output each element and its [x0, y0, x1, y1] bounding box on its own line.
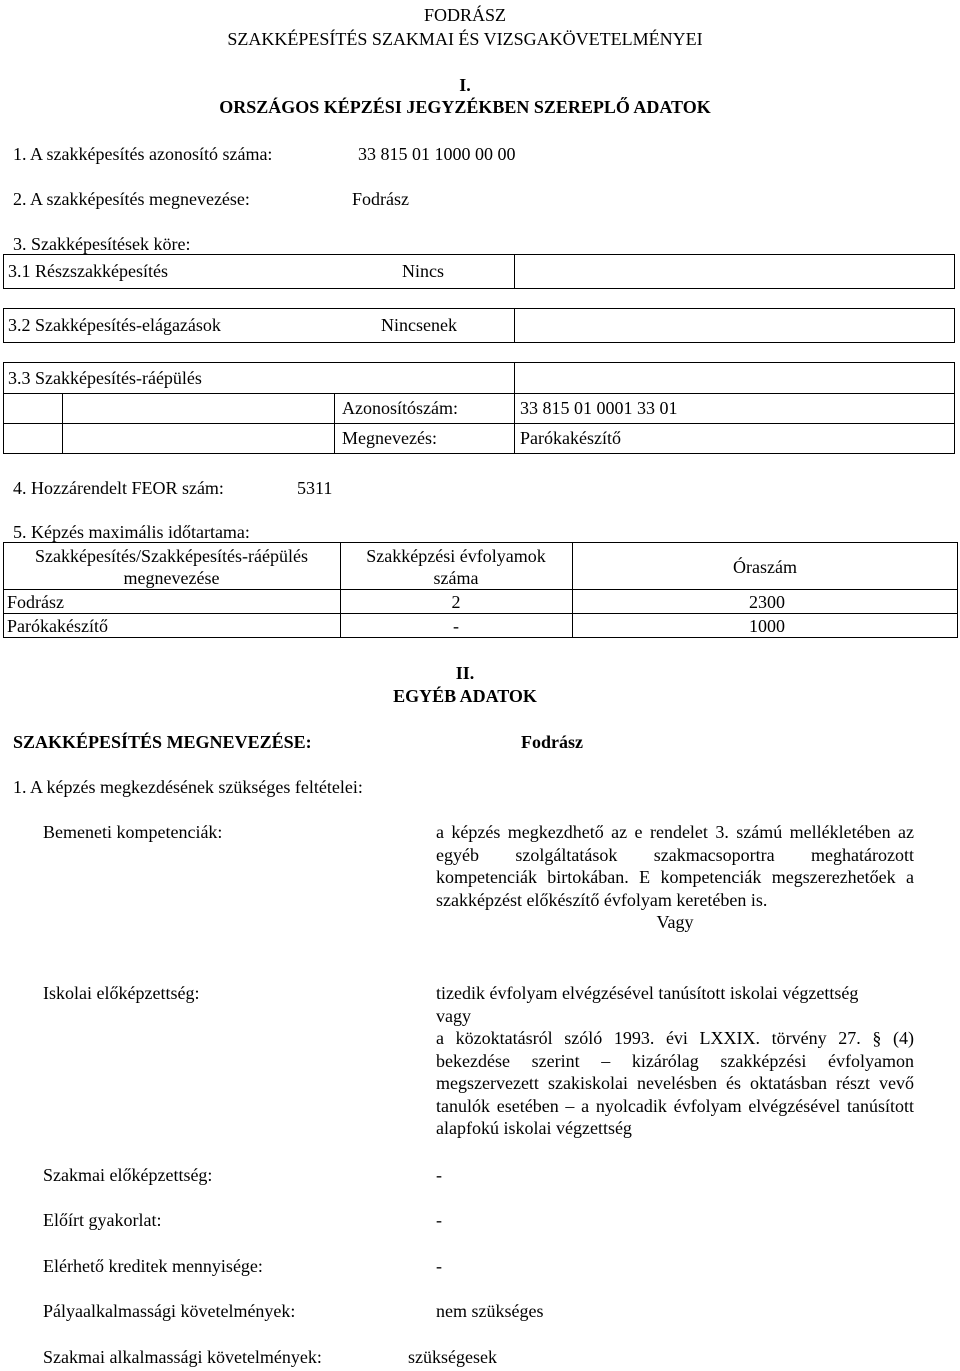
duration-table-row-line-2 [3, 613, 958, 614]
item-4-label: 4. Hozzárendelt FEOR szám: [13, 478, 224, 498]
section-1-title: ORSZÁGOS KÉPZÉSI JEGYZÉKBEN SZEREPLŐ ADATOK [219, 97, 711, 117]
duration-table-row-line-1 [3, 589, 958, 590]
subitem-3-3-vline-b [62, 393, 63, 454]
school-prerequisite-text-2: a közoktatásról szóló 1993. évi LXXIX. törvény 27. § (4) bekezdése szerint – kizárólag szakképzési évfolyamon megszervezett szakiskolai nevelésben és oktatásban részt vevő tanulók esetében – a nyolcadik évfolyam elvégzésével tanúsított alapfokú iskolai végzettség [436, 1028, 914, 1138]
document-subtitle: SZAKKÉPESÍTÉS SZAKMAI ÉS VIZSGAKÖVETELMÉNYEI [227, 29, 703, 49]
health-requirements-value: szükségesek [408, 1347, 497, 1367]
practice-label: Előírt gyakorlat: [43, 1210, 162, 1230]
career-requirements-label: Pályaalkalmassági követelmények: [43, 1301, 296, 1321]
subitem-3-3-line-1 [3, 393, 955, 394]
subitem-3-1-value: Nincs [402, 261, 444, 281]
item-2-label: 2. A szakképesítés megnevezése: [13, 189, 250, 209]
item-1-label: 1. A szakképesítés azonosító száma: [13, 144, 273, 164]
practice-value: - [436, 1210, 442, 1230]
professional-prerequisite-value: - [436, 1165, 442, 1185]
table-row-years: - [453, 616, 459, 636]
subitem-3-3-vline-c [334, 393, 335, 454]
subitem-3-2-value: Nincsenek [381, 315, 457, 335]
school-prerequisite-or: vagy [436, 1005, 471, 1026]
item-4-value: 5311 [297, 478, 333, 498]
item-1-value: 33 815 01 1000 00 00 [358, 144, 516, 164]
qualification-name-value: Fodrász [521, 732, 583, 752]
health-requirements-label: Szakmai alkalmassági követelmények: [43, 1347, 322, 1367]
entry-competencies-body: a képzés megkezdhető az e rendelet 3. számú mellékletében az egyéb szolgáltatások szakmacsoportra meghatározott kompetenciák birtokában. E kompetenciák megszerezhetőek a szakképzést előkészítő évfolyam keretében is. [436, 822, 914, 910]
document-title: FODRÁSZ [423, 5, 507, 25]
table-row-name: Parókakészítő [7, 616, 108, 636]
entry-competencies-label: Bemeneti kompetenciák: [43, 822, 223, 842]
section-2-numeral: II. [455, 663, 475, 683]
subitem-3-3-vline-d [514, 393, 515, 454]
subitem-3-2-label: 3.2 Szakképesítés-elágazások [8, 315, 221, 335]
table-header-qualification-line-1: Szakképesítés/Szakképesítés-ráépülés [35, 546, 308, 566]
school-prerequisite-text-1: tizedik évfolyam elvégzésével tanúsított iskolai végzettség [436, 983, 859, 1003]
entry-competencies-or: Vagy [656, 912, 694, 932]
table-header-years-line-2: száma [433, 568, 479, 588]
credits-value: - [436, 1256, 442, 1276]
entry-competencies-text [436, 821, 914, 934]
conditions-heading: 1. A képzés megkezdésének szükséges feltételei: [13, 777, 363, 797]
item-5-label: 5. Képzés maximális időtartama: [13, 522, 250, 542]
school-prerequisite-label: Iskolai előképzettség: [43, 983, 200, 1003]
section-1-numeral: I. [459, 75, 471, 95]
item-3-label: 3. Szakképesítések köre: [13, 234, 191, 254]
school-prerequisite-text [436, 982, 914, 1140]
item-2-value: Fodrász [352, 189, 409, 209]
subitem-3-3-vline-a [514, 362, 515, 393]
professional-prerequisite-label: Szakmai előképzettség: [43, 1165, 213, 1185]
section-2-title: EGYÉB ADATOK [393, 686, 537, 706]
table-header-years-line-1: Szakképzési évfolyamok [366, 546, 546, 566]
subitem-3-1-label: 3.1 Részszakképesítés [8, 261, 168, 281]
subitem-3-3-name-label: Megnevezés: [342, 428, 437, 448]
subitem-3-3-label: 3.3 Szakképesítés-ráépülés [8, 368, 202, 388]
subitem-3-3-id-label: Azonosítószám: [342, 398, 458, 418]
subitem-3-3-name-value: Parókakészítő [520, 428, 621, 448]
career-requirements-value: nem szükséges [436, 1301, 544, 1321]
qualification-name-label: SZAKKÉPESÍTÉS MEGNEVEZÉSE: [13, 732, 312, 752]
table-header-qualification-line-2: megnevezése [123, 568, 220, 588]
subitem-3-1-divider [514, 254, 515, 289]
table-row-years: 2 [451, 592, 461, 612]
subitem-3-3-line-2 [3, 423, 955, 424]
credits-label: Elérhető kreditek mennyisége: [43, 1256, 263, 1276]
table-header-hours: Óraszám [733, 557, 797, 577]
table-row-hours: 2300 [749, 592, 785, 612]
table-row-name: Fodrász [7, 592, 64, 612]
subitem-3-2-divider [514, 308, 515, 343]
subitem-3-3-id-value: 33 815 01 0001 33 01 [520, 398, 678, 418]
table-row-hours: 1000 [749, 616, 785, 636]
